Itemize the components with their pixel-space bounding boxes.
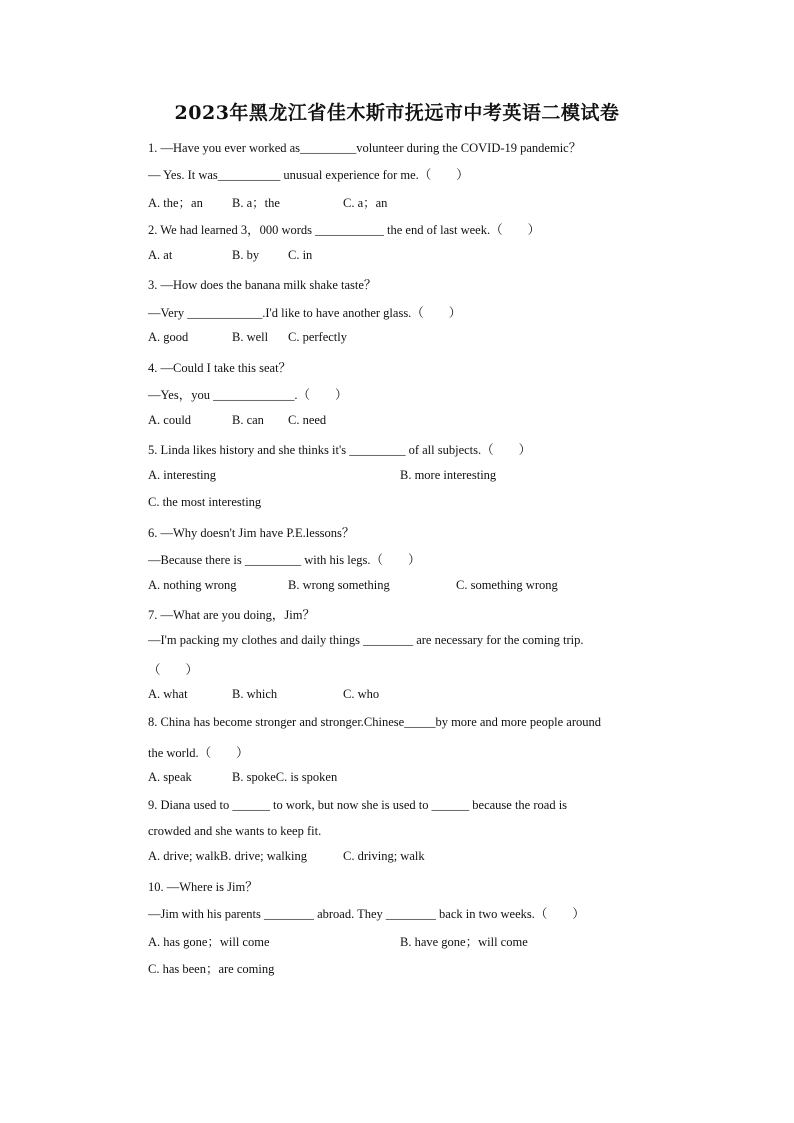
question-1-option-c[interactable]: C. a；an — [343, 196, 388, 210]
question-6-option-c[interactable]: C. something wrong — [456, 578, 558, 592]
question-7-stem: 7. —What are you doing，Jim？ — [148, 608, 315, 622]
question-7-option-c[interactable]: C. who — [343, 687, 380, 701]
question-3-reply: —Very ____________.I'd like to have another glass.（ ） — [148, 306, 462, 320]
question-6-reply: —Because there is _________ with his legs.（ ） — [148, 553, 421, 567]
question-2-option-c[interactable]: C. in — [288, 248, 313, 262]
question-3-option-a[interactable]: A. good — [148, 330, 189, 344]
question-2-option-b[interactable]: B. by — [232, 248, 260, 262]
question-2-option-a[interactable]: A. at — [148, 248, 173, 262]
question-8-stem-cont: the world.（ ） — [148, 746, 249, 760]
question-9-option-ab[interactable]: A. drive; walkB. drive; walking — [148, 849, 307, 863]
question-10-option-c[interactable]: C. has been；are coming — [148, 962, 275, 976]
page-title: 2023年黑龙江省佳木斯市抚远市中考英语二模试卷 — [174, 102, 620, 124]
question-10-reply: —Jim with his parents ________ abroad. They ________ back in two weeks.（ ） — [148, 907, 585, 921]
question-6-option-a[interactable]: A. nothing wrong — [148, 578, 237, 592]
question-10-stem: 10. —Where is Jim？ — [148, 880, 258, 894]
question-2-stem: 2. We had learned 3，000 words ___________ the end of last week.（ ） — [148, 223, 541, 237]
question-9-option-c[interactable]: C. driving; walk — [343, 849, 425, 863]
question-5-stem: 5. Linda likes history and she thinks it's _________ of all subjects.（ ） — [148, 443, 532, 457]
question-3-option-c[interactable]: C. perfectly — [288, 330, 348, 344]
question-8-option-a[interactable]: A. speak — [148, 770, 192, 784]
question-9-stem-cont: crowded and she wants to keep fit. — [148, 824, 322, 838]
question-3-option-b[interactable]: B. well — [232, 330, 269, 344]
question-6-stem: 6. —Why doesn't Jim have P.E.lessons？ — [148, 526, 355, 540]
question-1-option-b[interactable]: B. a；the — [232, 196, 280, 210]
question-5-option-b[interactable]: B. more interesting — [400, 468, 497, 482]
question-7-option-a[interactable]: A. what — [148, 687, 188, 701]
question-7-reply: —I'm packing my clothes and daily things ________ are necessary for the coming trip. — [148, 633, 584, 647]
question-1-stem: 1. —Have you ever worked as_________volunteer during the COVID-19 pandemic？ — [148, 141, 582, 155]
question-7-option-b[interactable]: B. which — [232, 687, 278, 701]
question-4-stem: 4. —Could I take this seat？ — [148, 361, 292, 375]
question-4-option-c[interactable]: C. need — [288, 413, 327, 427]
question-5-option-a[interactable]: A. interesting — [148, 468, 217, 482]
question-10-option-b[interactable]: B. have gone；will come — [400, 935, 528, 949]
question-4-option-b[interactable]: B. can — [232, 413, 264, 427]
question-8-stem: 8. China has become stronger and stronger.Chinese_____by more and more people around — [148, 715, 602, 729]
question-4-reply: —Yes，you _____________.（ ） — [148, 388, 348, 402]
question-7-reply-cont: （ ） — [148, 663, 199, 677]
question-1-option-a[interactable]: A. the；an — [148, 196, 203, 210]
question-1-reply: — Yes. It was__________ unusual experience for me.（ ） — [148, 168, 469, 182]
question-3-stem: 3. —How does the banana milk shake taste？ — [148, 278, 377, 292]
question-10-option-a[interactable]: A. has gone；will come — [148, 935, 270, 949]
question-9-stem: 9. Diana used to ______ to work, but now she is used to ______ because the road is — [148, 798, 568, 812]
question-8-option-bc[interactable]: B. spokeC. is spoken — [232, 770, 338, 784]
question-5-option-c[interactable]: C. the most interesting — [148, 495, 262, 509]
question-4-option-a[interactable]: A. could — [148, 413, 192, 427]
question-6-option-b[interactable]: B. wrong something — [288, 578, 390, 592]
